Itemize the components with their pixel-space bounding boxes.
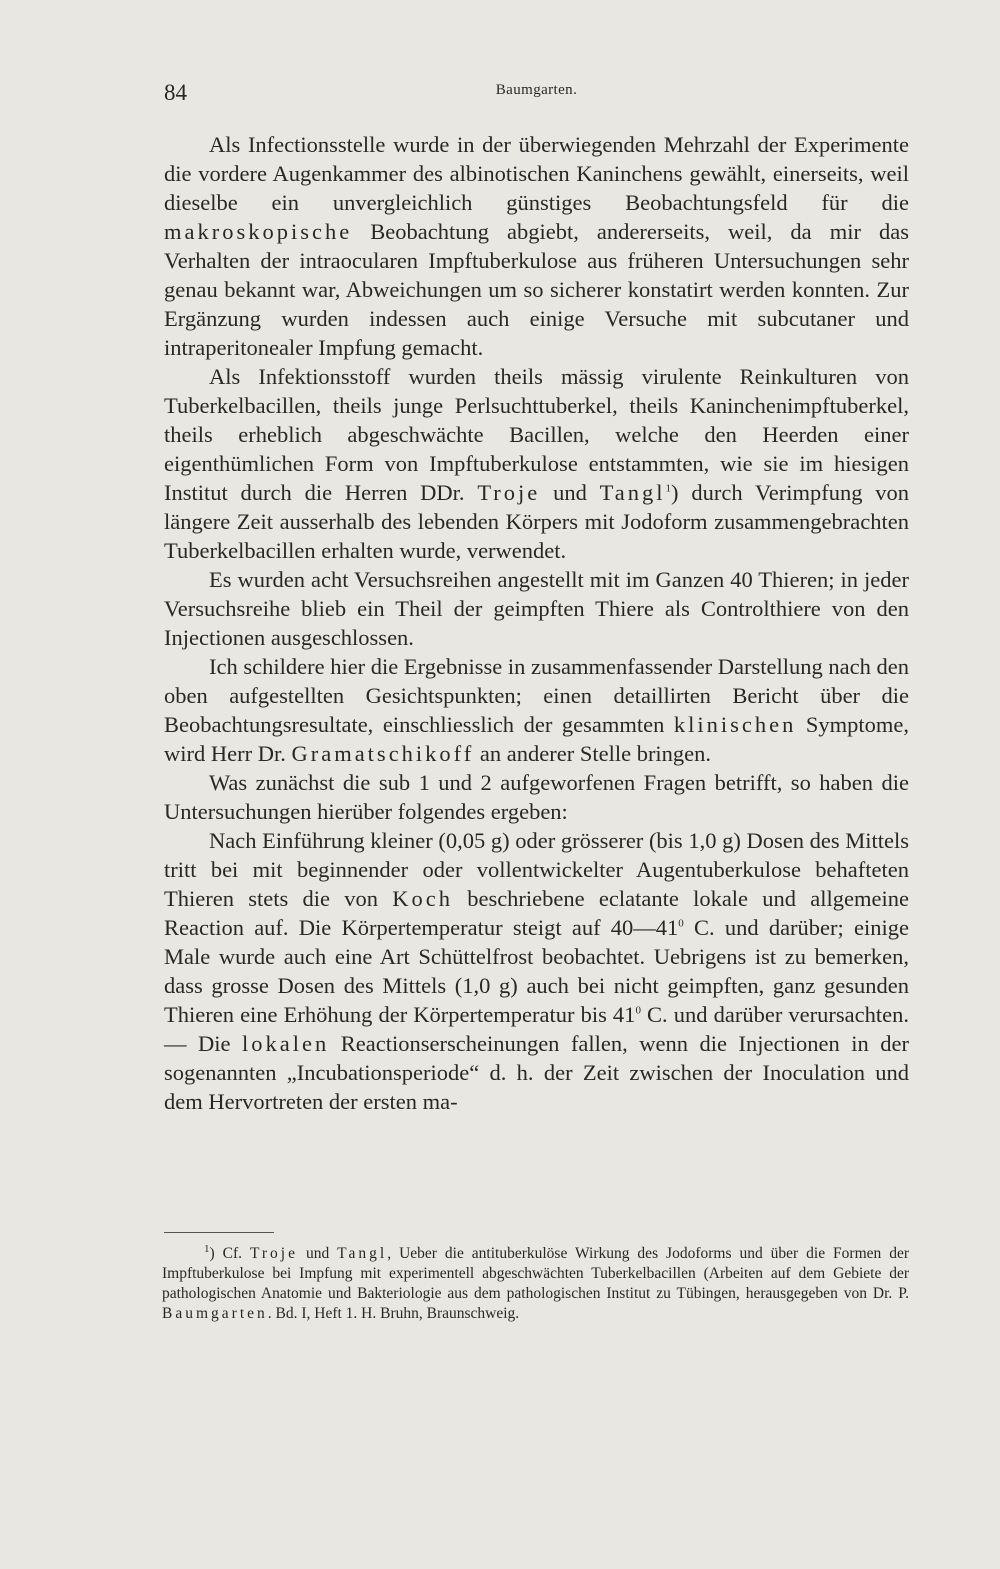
text-run: C. und darüber verursachten. — Die (164, 1002, 909, 1056)
text-run: Symptome, wird Herr Dr. (164, 712, 909, 766)
footnote-marker: 1 (204, 1242, 210, 1255)
paragraph (164, 130, 909, 362)
text-run: ) durch Verimpfung von längere Zeit ausserhalb des lebenden Körpers mit Jodoform zusammengebrachten Tuberkelbacillen erhalten wurde, verwendet. (164, 480, 910, 563)
spaced-emphasis: Gramatschikoff (291, 741, 475, 766)
page-header (164, 80, 909, 110)
text-run: Als Infektionsstoff wurden theils mässig virulente Reinkulturen von Tuberkelbacillen, theils junge Perlsuchttuberkel, theils Kaninchenimpftuberkel, theils erheblich abgeschwächte Bacillen, welche den Heerden einer eigenthümlichen Form von Impftuberkulose entstammten, wie sie im hiesigen Institut durch die Herren DDr. (164, 364, 909, 505)
footnote (162, 1244, 909, 1324)
paragraph (164, 565, 909, 652)
spaced-emphasis: makroskopische (164, 219, 353, 244)
text-run: Nach Einführung kleiner (0,05 g) oder grösserer (bis 1,0 g) Dosen des Mittels tritt bei mit beginnender oder vollentwickelter Augentuberkulose behafteten Thieren stets die von (164, 828, 909, 911)
text-run: Was zunächst die sub 1 und 2 aufgeworfenen Fragen betrifft, so haben die Untersuchungen hierüber folgendes ergeben: (164, 770, 909, 824)
footnote-rule (164, 1232, 274, 1233)
text-run: ) Cf. (209, 1245, 250, 1262)
running-head: Baumgarten. (495, 82, 578, 98)
paragraph (164, 826, 909, 1116)
text-run: Es wurden acht Versuchsreihen angestellt mit im Ganzen 40 Thieren; in jeder Versuchsreihe blieb ein Theil der geimpften Thiere als Controlthiere von den Injectionen ausgeschlossen. (164, 567, 909, 650)
text-run: beschriebene eclatante lokale und allgemeine Reaction auf. Die Körpertemperatur steigt auf 40—41 (164, 886, 909, 940)
text-run: C. und darüber; einige Male wurde auch eine Art Schüttelfrost beobachtet. Uebrigens ist zu bemerken, dass grosse Dosen des Mittels (1,0 g) auch bei nicht geimpften, ganz gesunden Thieren eine Erhöhung der Körpertemperatur bis 41 (164, 915, 909, 1027)
spaced-emphasis: Tangl (599, 480, 666, 505)
footnote-marker: 0 (635, 1004, 641, 1017)
spaced-emphasis: lokalen (242, 1031, 330, 1056)
spaced-emphasis: Troje (477, 480, 541, 505)
body-text (164, 130, 909, 1116)
text-run: , Ueber die antituberkulöse Wirkung des Jodoforms und über die Formen der Impftuberkulose bei Impfung mit experimentell abgeschwächten Tuberkelbacillen (Arbeiten auf dem Gebiete der pathologischen Anatomie und Bakteriologie aus dem pathologischen Institut zu Tübingen, herausgegeben von Dr. P. (162, 1245, 910, 1302)
page-number: 84 (164, 80, 187, 105)
spaced-emphasis: Tangl (337, 1245, 388, 1262)
spaced-emphasis: Koch (392, 886, 453, 911)
paragraph (164, 652, 909, 768)
footnote-marker: 1 (665, 482, 672, 495)
text-run: Reactionserscheinungen fallen, wenn die Injectionen in der sogenannten „Incubationsperiode“ d. h. der Zeit zwischen der Inoculation und dem Hervortreten der ersten ma- (164, 1031, 909, 1114)
paragraph (164, 768, 909, 826)
footnote-marker: 0 (678, 917, 684, 930)
text-run: an anderer Stelle bringen. (474, 741, 712, 766)
text-run: Als Infectionsstelle wurde in der überwiegenden Mehrzahl der Experimente die vordere Augenkammer des albinotischen Kaninchens gewählt, einerseits, weil dieselbe ein unvergleichlich günstiges Beobachtungsfeld für die (164, 132, 909, 215)
text-run: Ich schildere hier die Ergebnisse in zusammenfassender Darstellung nach den oben aufgestellten Gesichtspunkten; einen detaillirten Bericht über die Beobachtungsresultate, einschliesslich der gesammten (164, 654, 909, 737)
spaced-emphasis: Baumgarten (162, 1305, 268, 1322)
text-run: . Bd. I, Heft 1. H. Bruhn, Braunschweig. (267, 1305, 520, 1322)
text-run: und (297, 1245, 338, 1262)
paragraph (164, 362, 909, 565)
text-run: und (540, 480, 600, 505)
text-run: Beobachtung abgiebt, andererseits, weil, da mir das Verhalten der intraocularen Impftuberkulose aus früheren Untersuchungen sehr genau bekannt war, Abweichungen um so sicherer konstatirt werden konnten. Zur Ergänzung wurden indessen auch einige Versuche mit subcutaner und intraperitonealer Impfung gemacht. (164, 219, 909, 360)
spaced-emphasis: klinischen (673, 712, 797, 737)
spaced-emphasis: Troje (249, 1245, 298, 1262)
